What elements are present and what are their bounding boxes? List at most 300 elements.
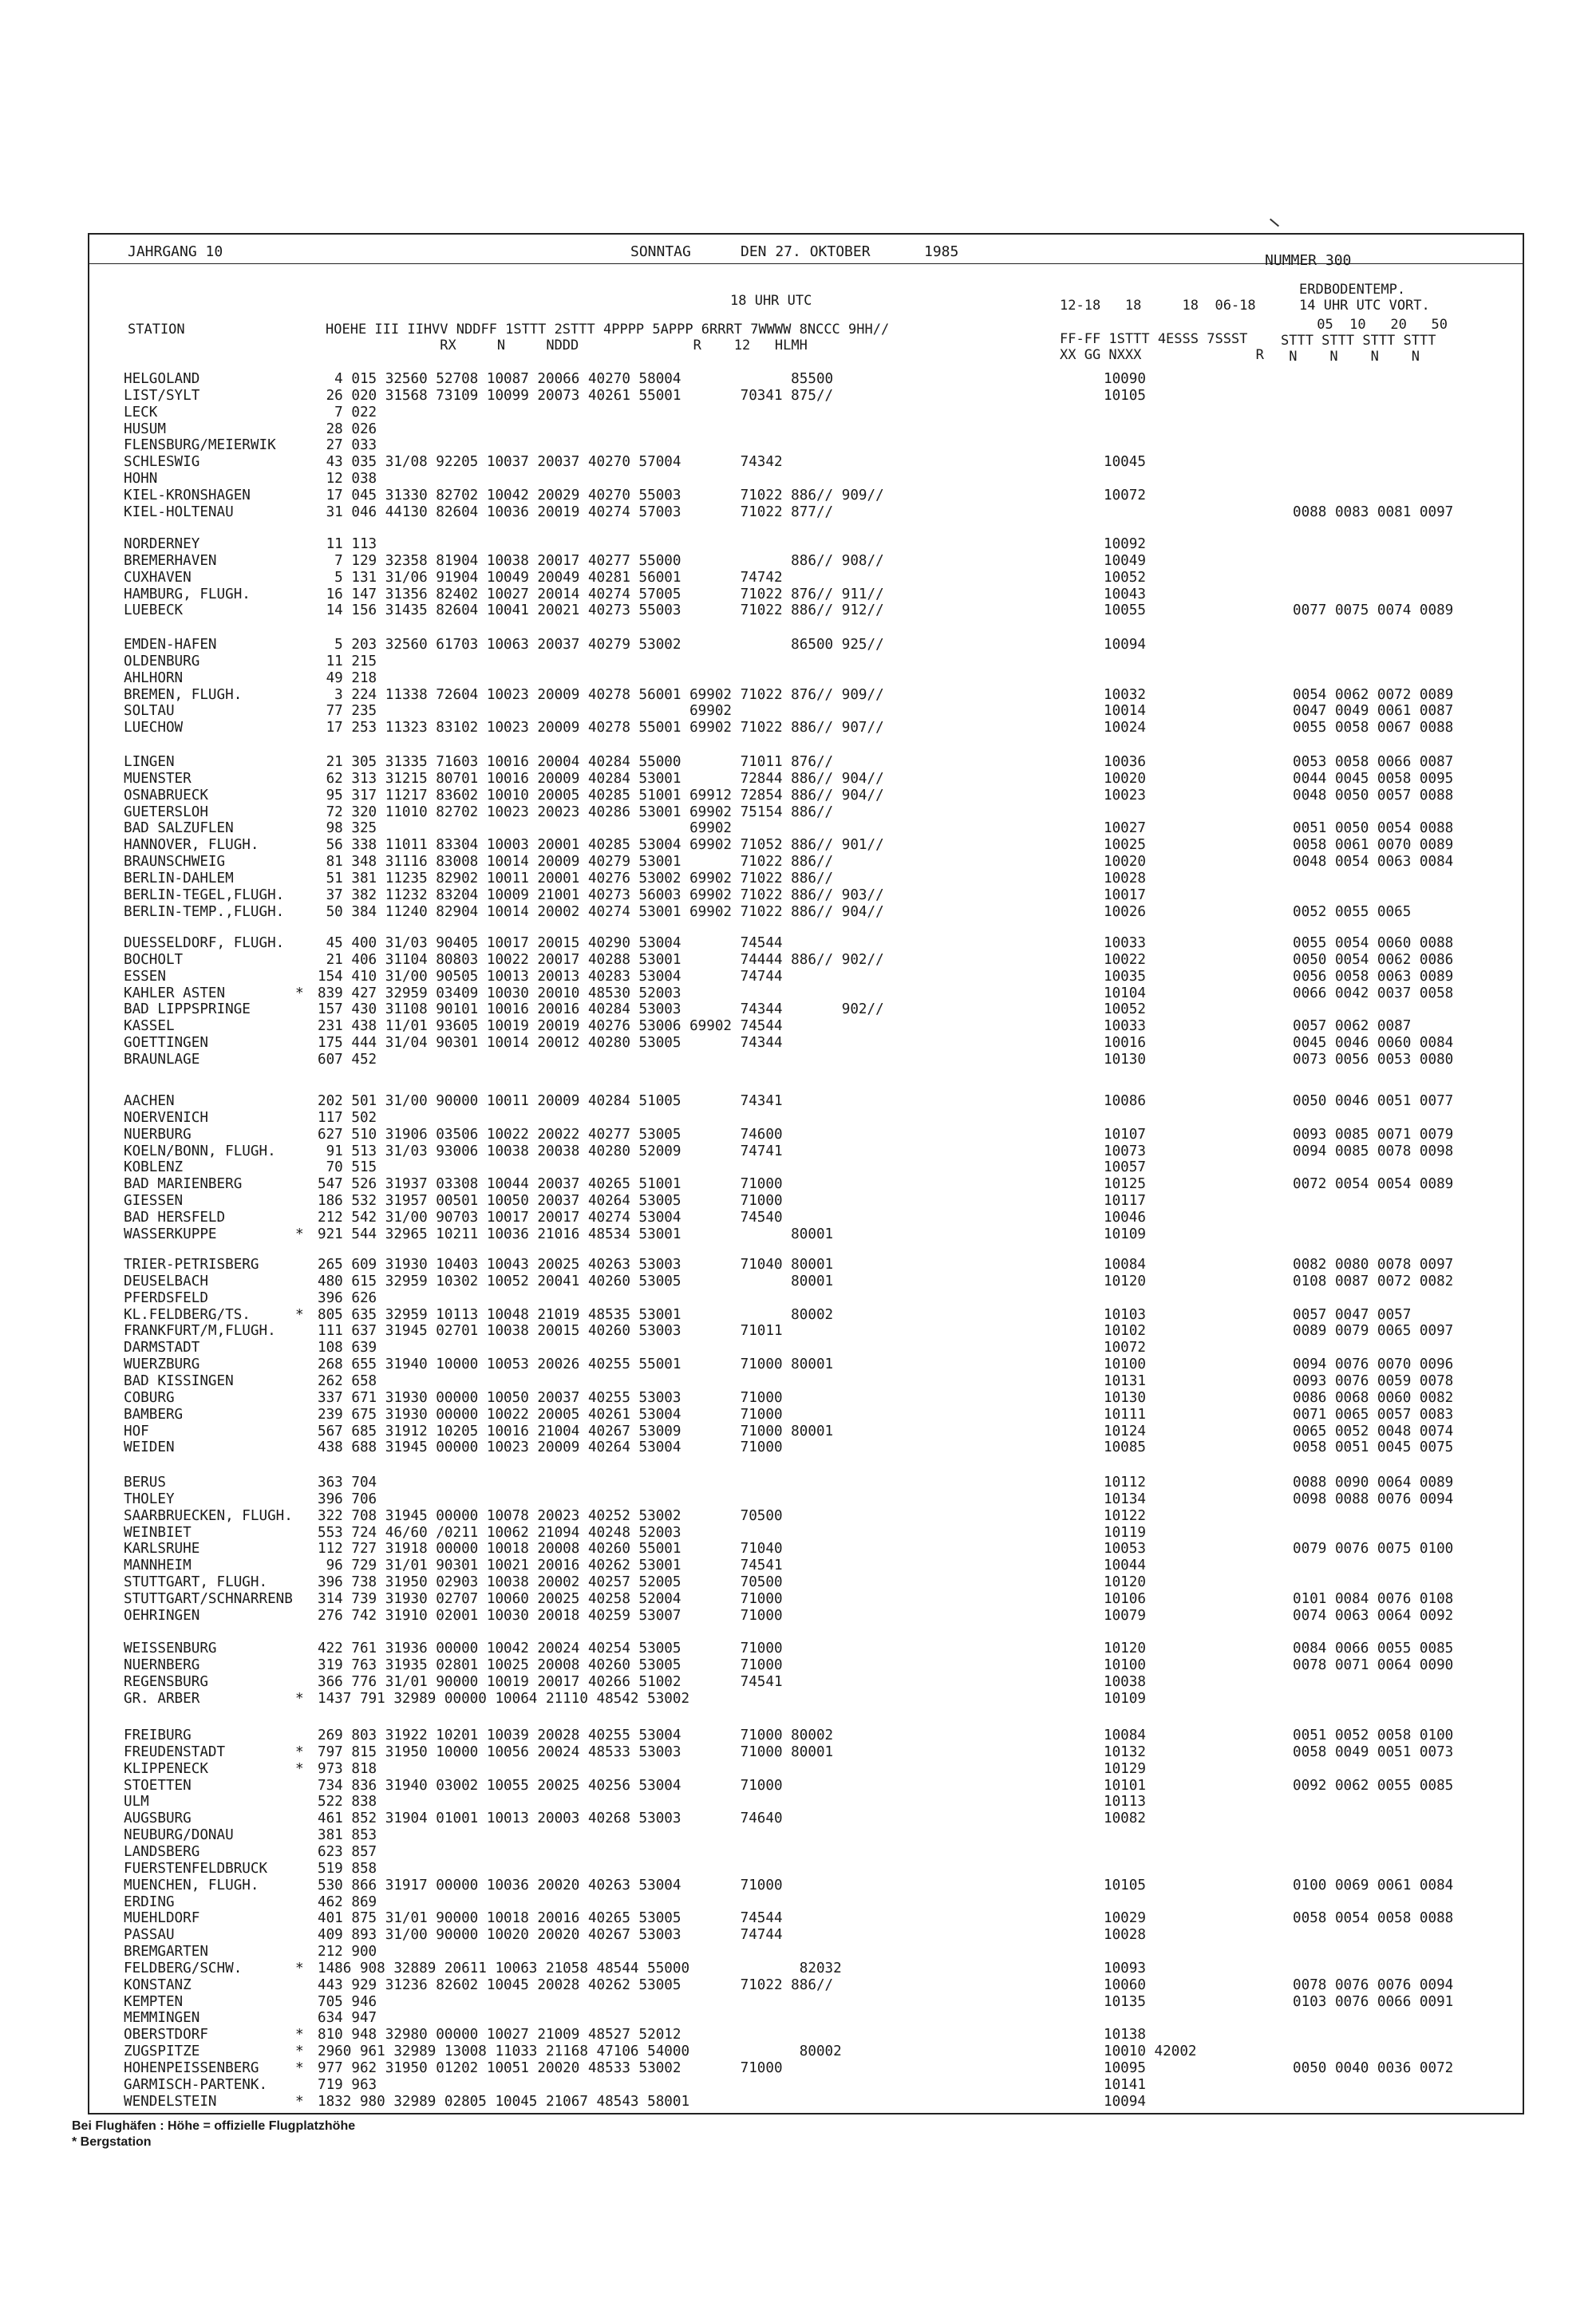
period-groups: 10109 (1104, 1690, 1146, 1707)
synop-groups: 28 026 (318, 421, 377, 437)
footnote-airports: Bei Flughäfen : Höhe = offizielle Flugplatzhöhe (72, 2119, 356, 2133)
soil-temperatures: 0098 0088 0076 0094 (1293, 1491, 1454, 1507)
period-groups: 10053 (1104, 1541, 1146, 1558)
table-row (0, 2043, 1596, 2060)
table-row (0, 1558, 1596, 1574)
period-groups: 10086 (1104, 1093, 1146, 1109)
soil-temperatures: 0082 0080 0078 0097 (1293, 1257, 1454, 1273)
station-name: AACHEN (124, 1093, 175, 1109)
period-groups: 10032 (1104, 686, 1146, 703)
synop-groups: 634 947 (318, 2010, 377, 2027)
table-row (0, 1541, 1596, 1558)
station-name: HOHN (124, 471, 158, 488)
station-name: STUTTGART/SCHNARRENB (124, 1590, 293, 1607)
soil-temperatures: 0089 0079 0065 0097 (1293, 1323, 1454, 1340)
table-row (0, 1691, 1596, 1708)
station-name: WEISSENBURG (124, 1641, 217, 1656)
soil-temperatures: 0054 0062 0072 0089 (1293, 686, 1454, 703)
period-groups: 10046 (1104, 1209, 1146, 1226)
table-row (0, 536, 1596, 553)
station-name: KOBLENZ (124, 1159, 184, 1176)
synop-groups: 705 946 (318, 1993, 377, 2010)
period-groups: 10029 (1104, 1910, 1146, 1927)
table-row (0, 1143, 1596, 1160)
period-groups: 10033 (1104, 1018, 1146, 1035)
station-name: BAD KISSINGEN (124, 1372, 234, 1389)
synop-groups: 319 763 31935 02801 10025 20008 40260 53005 71000 (318, 1656, 783, 1673)
synop-groups: 363 704 (318, 1475, 377, 1491)
table-row (0, 1001, 1596, 1018)
table-row (0, 788, 1596, 804)
period-groups: 10109 (1104, 1226, 1146, 1242)
period-groups: 10057 (1104, 1159, 1146, 1176)
synop-groups: 11 215 (318, 653, 377, 669)
synop-groups: 268 655 31940 10000 10053 20026 40255 55001 71000 80001 (318, 1356, 834, 1373)
period-groups: 10100 (1104, 1656, 1146, 1673)
soil-temperatures: 0051 0052 0058 0100 (1293, 1728, 1454, 1743)
soil-temperatures: 0084 0066 0055 0085 (1293, 1641, 1454, 1656)
mountain-station-mark: * (295, 2027, 304, 2043)
synop-groups: 627 510 31906 03506 10022 20022 40277 53005 74600 (318, 1126, 783, 1143)
period-groups: 10107 (1104, 1126, 1146, 1143)
soil-temperatures: 0078 0071 0064 0090 (1293, 1656, 1454, 1673)
synop-groups: 839 427 32959 03409 10030 20010 48530 52003 (318, 985, 681, 1001)
period-groups: 10045 (1104, 454, 1146, 471)
synop-groups: 91 513 31/03 93006 10038 20038 40280 52009 74741 (318, 1143, 783, 1159)
table-row (0, 720, 1596, 736)
station-name: MEMMINGEN (124, 2010, 200, 2027)
period-groups: 10084 (1104, 1257, 1146, 1273)
station-name: OBERSTDORF (124, 2027, 208, 2043)
period-groups: 10135 (1104, 1993, 1146, 2010)
synop-groups: 262 658 (318, 1372, 377, 1389)
station-name: WEIDEN (124, 1439, 175, 1456)
period-groups: 10014 (1104, 703, 1146, 720)
period-groups: 10138 (1104, 2027, 1146, 2043)
station-name: HOF (124, 1423, 149, 1439)
station-name: STOETTEN (124, 1777, 192, 1794)
table-row (0, 837, 1596, 854)
synop-groups: 202 501 31/00 90000 10011 20009 40284 51005 74341 (318, 1093, 783, 1109)
station-name: KL.FELDBERG/TS. (124, 1306, 251, 1323)
station-name: CUXHAVEN (124, 569, 192, 586)
station-name: BAMBERG (124, 1406, 184, 1423)
table-row (0, 1439, 1596, 1456)
period-groups: 10130 (1104, 1389, 1146, 1406)
table-row (0, 1910, 1596, 1927)
station-name: ULM (124, 1794, 149, 1810)
soil-temperatures: 0058 0054 0058 0088 (1293, 1910, 1454, 1927)
station-name: KONSTANZ (124, 1976, 192, 1993)
station-header: STATION (128, 322, 185, 338)
station-name: EMDEN-HAFEN (124, 637, 217, 653)
station-name: ESSEN (124, 968, 166, 985)
soil-stt-header: STTT STTT STTT STTT (1281, 333, 1436, 349)
synop-groups: 921 544 32965 10211 10036 21016 48534 53001 80001 (318, 1226, 834, 1242)
table-row (0, 1035, 1596, 1052)
table-row (0, 504, 1596, 521)
synop-groups: 231 438 11/01 93605 10019 20019 40276 53006 69902 74544 (318, 1018, 783, 1035)
synop-groups: 1437 791 32989 00000 10064 21110 48542 53002 (318, 1690, 690, 1707)
table-row (0, 1761, 1596, 1778)
mountain-station-mark: * (295, 1743, 304, 1760)
station-name: ERDING (124, 1893, 175, 1910)
table-row (0, 1794, 1596, 1810)
table-row (0, 1927, 1596, 1944)
table-row (0, 703, 1596, 720)
station-name: BREMEN, FLUGH. (124, 686, 243, 703)
synop-groups: 21 305 31335 71603 10016 20004 40284 55000 71011 876// (318, 754, 834, 770)
period-groups: 10028 (1104, 1927, 1146, 1944)
table-row (0, 1290, 1596, 1307)
synop-groups: 553 724 46/60 /0211 10062 21094 40248 52003 (318, 1524, 681, 1541)
station-name: OSNABRUECK (124, 787, 208, 804)
table-row (0, 1894, 1596, 1911)
station-name: COBURG (124, 1389, 175, 1406)
period-groups: 10027 (1104, 820, 1146, 837)
station-name: BERLIN-DAHLEM (124, 870, 234, 886)
station-name: SOLTAU (124, 703, 175, 720)
table-row (0, 1340, 1596, 1356)
synop-groups: 719 963 (318, 2076, 377, 2093)
synop-groups: 56 338 11011 83304 10003 20001 40285 53004 69902 71052 886// 901// (318, 837, 884, 854)
period-groups: 10085 (1104, 1439, 1146, 1456)
station-name: STUTTGART, FLUGH. (124, 1574, 268, 1591)
table-row (0, 854, 1596, 871)
station-name: SAARBRUECKEN, FLUGH. (124, 1507, 293, 1524)
table-row (0, 985, 1596, 1002)
station-name: MUENSTER (124, 770, 192, 787)
table-row (0, 969, 1596, 985)
period-groups: 10113 (1104, 1794, 1146, 1810)
soil-temperatures: 0088 0083 0081 0097 (1293, 503, 1454, 520)
table-row (0, 454, 1596, 471)
synop-groups: 973 818 (318, 1760, 377, 1777)
table-row (0, 1307, 1596, 1324)
period-groups: 10101 (1104, 1777, 1146, 1794)
station-name: KEMPTEN (124, 1993, 184, 2010)
soil-temperatures: 0053 0058 0066 0087 (1293, 754, 1454, 770)
soil-temperatures: 0077 0075 0074 0089 (1293, 602, 1454, 619)
station-name: FRANKFURT/M,FLUGH. (124, 1323, 276, 1340)
table-row (0, 1052, 1596, 1068)
period-groups: 10026 (1104, 903, 1146, 920)
soil-temperatures: 0093 0076 0059 0078 (1293, 1372, 1454, 1389)
period-groups: 10131 (1104, 1372, 1146, 1389)
station-name: NOERVENICH (124, 1109, 208, 1126)
table-row (0, 1273, 1596, 1290)
station-name: LECK (124, 404, 158, 421)
station-name: BAD LIPPSPRINGE (124, 1001, 251, 1018)
soil-temperatures: 0056 0058 0063 0089 (1293, 968, 1454, 985)
table-row (0, 1323, 1596, 1340)
synop-groups: 977 962 31950 01202 10051 20020 48533 53002 71000 (318, 2060, 783, 2076)
table-row (0, 602, 1596, 619)
station-name: LUECHOW (124, 720, 184, 736)
period-groups: 10038 (1104, 1673, 1146, 1690)
table-row (0, 754, 1596, 771)
period-groups: 10049 (1104, 552, 1146, 569)
table-row (0, 1525, 1596, 1542)
synop-groups: 3 224 11338 72604 10023 20009 40278 56001 69902 71022 876// 909// (318, 686, 884, 703)
station-name: MANNHEIM (124, 1558, 192, 1574)
period-groups: 10052 (1104, 1001, 1146, 1018)
soil-temperatures: 0047 0049 0061 0087 (1293, 703, 1454, 720)
table-row (0, 388, 1596, 405)
mountain-station-mark: * (295, 1960, 304, 1976)
synop-groups: 522 838 (318, 1794, 377, 1810)
table-row (0, 1210, 1596, 1226)
soil-depths: 05 10 20 50 (1309, 317, 1448, 333)
table-row (0, 1574, 1596, 1591)
soil-temperatures: 0094 0076 0070 0096 (1293, 1356, 1454, 1373)
table-row (0, 771, 1596, 788)
soil-temperatures: 0078 0076 0076 0094 (1293, 1976, 1454, 1993)
table-row (0, 488, 1596, 504)
station-name: DARMSTADT (124, 1340, 200, 1356)
synop-groups: 547 526 31937 03308 10044 20037 40265 51001 71000 (318, 1176, 783, 1193)
station-name: LIST/SYLT (124, 387, 200, 404)
station-name: FLENSBURG/MEIERWIK (124, 437, 276, 454)
synop-groups: 11 113 (318, 536, 377, 552)
period-groups: 10112 (1104, 1475, 1146, 1491)
station-name: HUSUM (124, 421, 166, 437)
period-groups: 10090 (1104, 371, 1146, 387)
table-row (0, 2027, 1596, 2043)
station-name: NORDERNEY (124, 536, 200, 552)
table-row (0, 1728, 1596, 1744)
station-name: REGENSBURG (124, 1673, 208, 1690)
station-name: BOCHOLT (124, 951, 184, 968)
synop-groups: 37 382 11232 83204 10009 21001 40273 56003 69902 71022 886// 903// (318, 886, 884, 903)
soil-n-header: N N N N (1281, 349, 1420, 365)
synop-groups: 7 129 32358 81904 10038 20017 40277 55000 886// 908// (318, 552, 884, 569)
synop-groups: 401 875 31/01 90000 10018 20016 40265 53005 74544 (318, 1910, 783, 1927)
station-name: AHLHORN (124, 669, 184, 686)
mountain-station-mark: * (295, 1226, 304, 1242)
synop-groups: 117 502 (318, 1109, 377, 1126)
station-name: HOHENPEISSENBERG (124, 2060, 259, 2076)
soil-temperatures: 0050 0054 0062 0086 (1293, 951, 1454, 968)
table-row (0, 1508, 1596, 1525)
table-row (0, 570, 1596, 586)
synop-groups: 14 156 31435 82604 10041 20021 40273 55003 71022 886// 912// (318, 602, 884, 619)
period-groups: 10036 (1104, 754, 1146, 770)
soil-temperatures: 0074 0063 0064 0092 (1293, 1607, 1454, 1624)
synop-groups: 77 235 69902 (318, 703, 733, 720)
soil-temperatures: 0108 0087 0072 0082 (1293, 1273, 1454, 1289)
synop-groups: 396 626 (318, 1289, 377, 1306)
table-row (0, 887, 1596, 904)
synop-groups: 49 218 (318, 669, 377, 686)
table-row (0, 2094, 1596, 2111)
mountain-station-mark: * (295, 985, 304, 1001)
table-row (0, 1373, 1596, 1390)
mountain-station-mark: * (295, 2060, 304, 2076)
period-groups: 10016 (1104, 1035, 1146, 1052)
period-groups: 10094 (1104, 637, 1146, 653)
synop-groups: 4 015 32560 52708 10087 20066 40270 58004 85500 (318, 371, 834, 387)
pen-mark (1270, 219, 1279, 227)
period-groups: 10043 (1104, 586, 1146, 602)
synop-groups: 409 893 31/00 90000 10020 20020 40267 53003 74744 (318, 1927, 783, 1944)
groups-header-line1: HOEHE III IIHVV NDDFF 1STTT 2STTT 4PPPP 5APPP 6RRRT 7WWWW 8NCCC 9HH// (326, 322, 890, 338)
synop-groups: 31 046 44130 82604 10036 20019 40274 57003 71022 877// (318, 503, 834, 520)
synop-groups: 17 045 31330 82702 10042 20029 40270 55003 71022 886// 909// (318, 487, 884, 503)
synop-groups: 797 815 31950 10000 10056 20024 48533 53003 71000 80001 (318, 1743, 834, 1760)
synop-groups: 276 742 31910 02001 10030 20018 40259 53007 71000 (318, 1607, 783, 1624)
table-row (0, 1878, 1596, 1894)
soil-temperatures: 0071 0065 0057 0083 (1293, 1406, 1454, 1423)
synop-groups: 16 147 31356 82402 10027 20014 40274 57005 71022 876// 911// (318, 586, 884, 602)
period-groups: 10022 (1104, 951, 1146, 968)
synop-groups: 95 317 11217 83602 10010 20005 40285 51001 69912 72854 886// 904// (318, 787, 884, 804)
period-groups: 10125 (1104, 1176, 1146, 1193)
table-row (0, 371, 1596, 388)
table-row (0, 1944, 1596, 1960)
station-name: BAD HERSFELD (124, 1209, 226, 1226)
station-name: BREMGARTEN (124, 1944, 208, 1960)
table-row (0, 1356, 1596, 1373)
station-name: BRAUNSCHWEIG (124, 854, 226, 871)
table-row (0, 437, 1596, 454)
station-name: AUGSBURG (124, 1810, 192, 1827)
synop-groups: 239 675 31930 00000 10022 20005 40261 53004 71000 (318, 1406, 783, 1423)
table-row (0, 1641, 1596, 1657)
period-groups: 10122 (1104, 1507, 1146, 1524)
period-groups: 10102 (1104, 1323, 1146, 1340)
weekday-label: SONNTAG (630, 243, 691, 260)
period-groups: 10141 (1104, 2076, 1146, 2093)
synop-groups: 265 609 31930 10403 10043 20025 40263 53003 71040 80001 (318, 1257, 834, 1273)
table-row (0, 553, 1596, 570)
synop-groups: 51 381 11235 82902 10011 20001 40276 53002 69902 71022 886// (318, 870, 834, 886)
soil-temperatures: 0093 0085 0071 0079 (1293, 1126, 1454, 1143)
station-name: MUEHLDORF (124, 1910, 200, 1927)
table-row (0, 653, 1596, 670)
period-groups: 10035 (1104, 968, 1146, 985)
period-groups: 10104 (1104, 985, 1146, 1001)
period-groups: 10124 (1104, 1423, 1146, 1439)
period-groups: 10072 (1104, 487, 1146, 503)
table-row (0, 637, 1596, 653)
synop-groups: 443 929 31236 82602 10045 20028 40262 53005 71022 886// (318, 1976, 834, 1993)
station-name: NEUBURG/DONAU (124, 1827, 234, 1844)
table-row (0, 1994, 1596, 2011)
table-row (0, 1093, 1596, 1110)
table-row (0, 1960, 1596, 1977)
period-groups: 10082 (1104, 1810, 1146, 1827)
period-groups: 10120 (1104, 1641, 1146, 1656)
soil-temperatures: 0044 0045 0058 0095 (1293, 770, 1454, 787)
period-groups: 10092 (1104, 536, 1146, 552)
synop-groups: 154 410 31/00 90505 10013 20013 40283 53004 74744 (318, 968, 783, 985)
synop-groups: 98 325 69902 (318, 820, 733, 837)
synop-groups: 70 515 (318, 1159, 377, 1176)
station-name: KIEL-HOLTENAU (124, 503, 234, 520)
station-name: HANNOVER, FLUGH. (124, 837, 259, 854)
groups-header-line2: RX N NDDD R 12 HLMH (326, 338, 808, 353)
station-name: TRIER-PETRISBERG (124, 1257, 259, 1273)
station-name: WEINBIET (124, 1524, 192, 1541)
soil-temperatures: 0094 0085 0078 0098 (1293, 1143, 1454, 1159)
soil-temperatures: 0055 0058 0067 0088 (1293, 720, 1454, 736)
station-name: BRAUNLAGE (124, 1051, 200, 1068)
period-groups: 10103 (1104, 1306, 1146, 1323)
soil-temp-subtitle: 14 UHR UTC VORT. (1299, 298, 1430, 314)
synop-groups: 396 706 (318, 1491, 377, 1507)
station-name: FUERSTENFELDBRUCK (124, 1860, 268, 1877)
table-row (0, 586, 1596, 603)
period-groups: 10100 (1104, 1356, 1146, 1373)
report-number: NUMMER 300 (1265, 252, 1352, 269)
period-groups: 10079 (1104, 1607, 1146, 1624)
table-row (0, 935, 1596, 952)
station-name: PASSAU (124, 1927, 175, 1944)
period-groups: 10132 (1104, 1743, 1146, 1760)
station-name: FREUDENSTADT (124, 1743, 226, 1760)
table-row (0, 1390, 1596, 1407)
synop-groups: 530 866 31917 00000 10036 20020 40263 53004 71000 (318, 1877, 783, 1893)
synop-groups: 567 685 31912 10205 10016 21004 40267 53009 71000 80001 (318, 1423, 834, 1439)
synop-groups: 366 776 31/01 90000 10019 20017 40266 51002 74541 (318, 1673, 783, 1690)
synop-groups: 5 131 31/06 91904 10049 20049 40281 56001 74742 (318, 569, 783, 586)
period-groups: 10119 (1104, 1524, 1146, 1541)
station-name: MUENCHEN, FLUGH. (124, 1877, 259, 1893)
station-name: KAHLER ASTEN (124, 985, 226, 1001)
station-name: SCHLESWIG (124, 454, 200, 471)
synop-groups: 5 203 32560 61703 10063 20037 40279 53002 86500 925// (318, 637, 884, 653)
station-name: GARMISCH-PARTENK. (124, 2076, 268, 2093)
table-row (0, 421, 1596, 438)
period-groups: 10073 (1104, 1143, 1146, 1159)
synop-groups: 381 853 (318, 1827, 377, 1844)
soil-temperatures: 0101 0084 0076 0108 (1293, 1590, 1454, 1607)
synop-groups: 805 635 32959 10113 10048 21019 48535 53001 80002 (318, 1306, 834, 1323)
station-name: BERLIN-TEGEL,FLUGH. (124, 886, 285, 903)
table-row (0, 1018, 1596, 1035)
period-groups: 10020 (1104, 770, 1146, 787)
station-name: THOLEY (124, 1491, 175, 1507)
table-row (0, 405, 1596, 421)
period-groups: 10024 (1104, 720, 1146, 736)
soil-temperatures: 0073 0056 0053 0080 (1293, 1051, 1454, 1068)
synop-groups: 212 900 (318, 1944, 377, 1960)
synop-groups: 43 035 31/08 92205 10037 20037 40270 57004 74342 (318, 454, 783, 471)
station-name: FREIBURG (124, 1728, 192, 1743)
mountain-station-mark: * (295, 2093, 304, 2110)
station-name: BERUS (124, 1475, 166, 1491)
station-name: OEHRINGEN (124, 1607, 200, 1624)
soil-temperatures: 0048 0054 0063 0084 (1293, 854, 1454, 871)
mountain-station-mark: * (295, 1306, 304, 1323)
soil-temperatures: 0045 0046 0060 0084 (1293, 1035, 1454, 1052)
station-name: LUEBECK (124, 602, 184, 619)
table-row (0, 1861, 1596, 1878)
synop-groups: 62 313 31215 80701 10016 20009 40284 53001 72844 886// 904// (318, 770, 884, 787)
table-row (0, 1977, 1596, 1994)
synop-groups: 186 532 31957 00501 10050 20037 40264 53005 71000 (318, 1193, 783, 1210)
synop-groups: 269 803 31922 10201 10039 20028 40255 53004 71000 80002 (318, 1728, 834, 1743)
synop-groups: 72 320 11010 82702 10023 20023 40286 53001 69902 75154 886// (318, 804, 834, 820)
table-row (0, 1491, 1596, 1508)
volume-label: JAHRGANG 10 (128, 243, 223, 260)
period-groups: 10084 (1104, 1728, 1146, 1743)
soil-temperatures: 0066 0042 0037 0058 (1293, 985, 1454, 1001)
soil-temp-title: ERDBODENTEMP. (1299, 282, 1406, 298)
table-row (0, 2060, 1596, 2077)
station-name: DUESSELDORF, FLUGH. (124, 935, 285, 951)
